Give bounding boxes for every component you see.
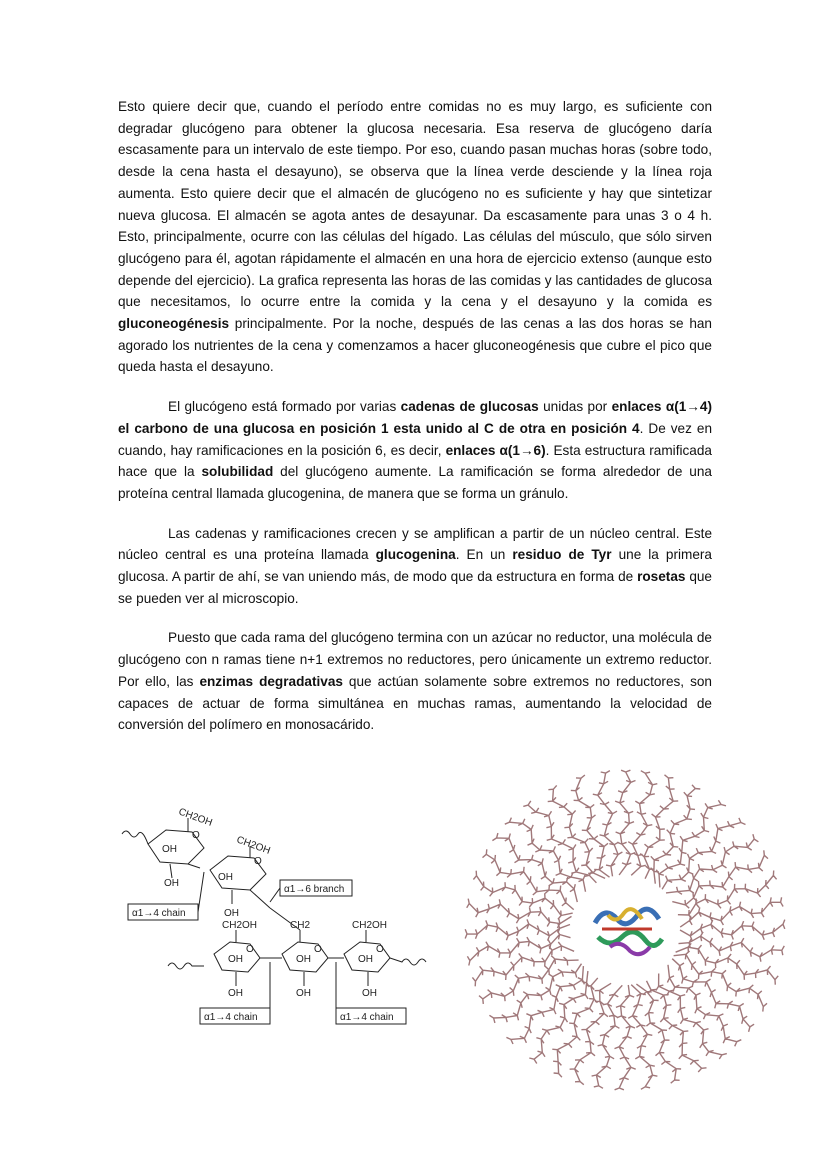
label-oh-8: OH (228, 988, 243, 999)
label-oh-7: OH (358, 954, 373, 965)
label-oh-5: OH (228, 954, 243, 965)
glycogen-branch (672, 850, 768, 908)
paragraph-3: Las cadenas y ramificaciones crecen y se amplifican a partir de un núcleo central. Este núcleo central es una proteína llamada glucogenina. En un residuo de Tyr une la primera glucosa. A partir de ahí, se van uniendo más, de modo que da estructura en forma de rosetas que se pueden ver al microscopio. (118, 525, 712, 606)
glycogen-branch (674, 951, 767, 1012)
label-oh-4: OH (224, 908, 239, 919)
glycogen-branch (656, 800, 726, 887)
label-ch2oh-bottom-3: CH2OH (352, 920, 388, 931)
label-ch2oh-mid: CH2OH (234, 834, 272, 857)
label-o-5: O (376, 944, 384, 955)
label-oh-6: OH (296, 954, 311, 965)
document-body (118, 96, 712, 754)
label-oh-1: OH (162, 844, 177, 855)
paragraph-1: Esto quiere decir que, cuando el período entre comidas no es muy largo, es suficiente con degradar glucógeno para obtener la glucosa necesaria. Esa reserva de glucógeno daría escasamente para un intervalo de este tiempo. Por eso, cuando pasan muchas horas (sobre todo, desde la cena hasta el desayuno), se observa que la línea verde desciende y la línea roja aumenta. Esto quiere decir que el almacén de glucógeno no es suficiente y hay que sintetizar nueva glucosa. El almacén se agota antes de desayunar. Da escasamente para unas 3 o 4 h. Esto, principalmente, ocurre con las células del hígado. Las células del músculo, que sólo sirven glucógeno para él, agotan rápidamente el almacén en una hora de ejercicio extenso (aunque esto depende del ejercicio). La grafica representa las horas de las comidas y las cantidades de glucosa que necesitamos, lo ocurre entre la comida y la cena y el desayuno y la comida es gluconeogénesis principalmente. Por la noche, después de las cenas a las dos horas se han agorado los nutrientes de la cena y comenzamos a hacer gluconeogénesis que cubre el pico que queda hasta el desayuno. (118, 99, 712, 375)
glycogen-branch (571, 775, 610, 877)
glycogen-branch (667, 965, 741, 1047)
label-ch2: CH2 (290, 920, 311, 931)
paragraph-4: Puesto que cada rama del glucógeno termina con un azúcar no reductor, una molécula de glucógeno con n ramas tiene n+1 extremos no reductores, pero únicamente un extremo reductor. Por ello, las enzimas degradativas que actúan solamente sobre extremos no reductores, son capaces de actuar de forma simultánea en muchas ramas, aumentando la velocidad de conversión del polímero en monosacárido. (118, 630, 712, 733)
glycogen-branch (473, 871, 572, 920)
label-o-2: O (254, 856, 262, 867)
glycogen-branch (615, 770, 635, 875)
glycogen-granule-illustration (460, 765, 790, 1095)
glycogen-branch (492, 833, 577, 902)
label-oh-3: OH (218, 872, 233, 883)
glycogen-branch (636, 984, 681, 1083)
glycogenin-protein-core (583, 898, 667, 962)
label-ch2oh-top: CH2OH (176, 806, 214, 829)
label-chain-b: α1→4 chain (204, 1012, 258, 1023)
glycogen-branch (529, 971, 589, 1064)
paragraph-2: El glucógeno está formado por varias cadenas de glucosas unidas por enlaces α(1→4) el carbono de una glucosa en posición 1 esta unido al C de otra en posición 4. De vez en cuando, hay ramificaciones en la posición 6, es decir, enlaces α(1→6). Esta estructura ramificada hace que la solubilidad del glucógeno aumente. La ramificación se forma alrededor de una proteína central llamada glucogenina, de manera que se forma un gránulo. (118, 399, 713, 501)
label-oh-9: OH (296, 988, 311, 999)
glycogen-branch (548, 785, 605, 878)
glycogen-branch (680, 920, 785, 941)
label-oh-10: OH (362, 988, 377, 999)
label-chain-a: α1→4 chain (132, 908, 186, 919)
label-o-3: O (246, 944, 254, 955)
glycogen-branch (615, 985, 636, 1090)
label-o-1: O (192, 830, 200, 841)
label-o-4: O (314, 944, 322, 955)
label-chain-c: α1→4 chain (340, 1012, 394, 1023)
label-ch2oh-bottom-1: CH2OH (222, 920, 258, 931)
glycogen-branch (593, 771, 623, 877)
glycogen-branch (467, 899, 572, 928)
label-branch: α1→6 branch (284, 884, 345, 895)
label-oh-2: OH (164, 878, 179, 889)
glycogen-branch (479, 956, 579, 1004)
glycogen-structure-diagram (120, 790, 440, 1030)
